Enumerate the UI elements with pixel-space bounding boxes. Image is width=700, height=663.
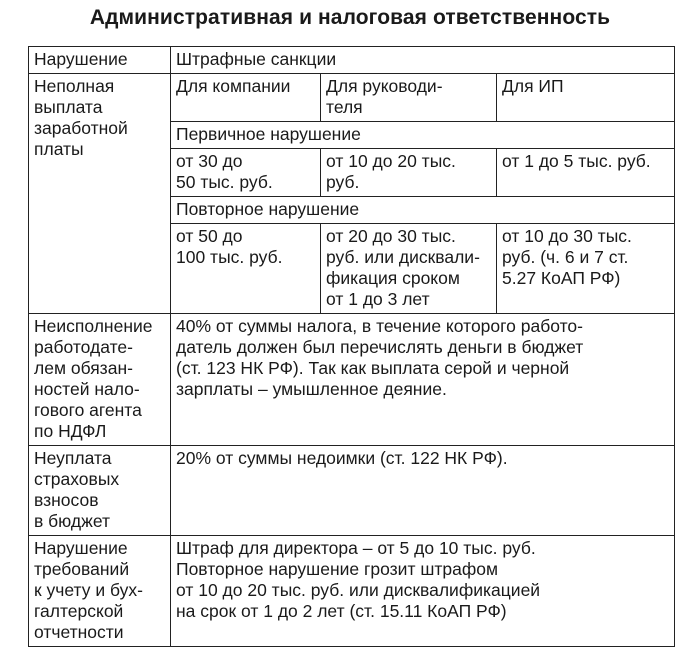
table-row <box>29 446 675 536</box>
violation-cell-insurance: Неуплата страховых взносов в бюджет <box>29 446 171 536</box>
table-row <box>29 74 675 122</box>
violation-cell-accounting: Нарушение требований к учету и бух- галтерской отчетности <box>29 536 171 647</box>
subheader-ip: Для ИП <box>497 74 675 122</box>
primary-company-fine: от 30 до 50 тыс. руб. <box>171 149 321 197</box>
primary-ip-fine: от 1 до 5 тыс. руб. <box>497 149 675 197</box>
page-title: Административная и налоговая ответственность <box>89 6 611 29</box>
repeat-violation-label: Повторное нарушение <box>171 197 675 224</box>
table-row <box>29 536 675 647</box>
repeat-manager-fine: от 20 до 30 тыс. руб. или дисквали- фикация сроком от 1 до 3 лет <box>321 224 497 314</box>
repeat-ip-fine: от 10 до 30 тыс. руб. (ч. 6 и 7 ст. 5.27 КоАП РФ) <box>497 224 675 314</box>
primary-manager-fine: от 10 до 20 тыс. руб. <box>321 149 497 197</box>
header-violation: Нарушение <box>29 47 171 74</box>
sanction-cell-insurance: 20% от суммы недоимки (ст. 122 НК РФ). <box>171 446 675 536</box>
subheader-manager: Для руководи- теля <box>321 74 497 122</box>
table-row <box>29 314 675 446</box>
violation-cell-wages: Неполная выплата заработной платы <box>29 74 171 314</box>
primary-violation-label: Первичное нарушение <box>171 122 675 149</box>
violation-cell-ndfl: Неисполнение работодате- лем обязан- ностей нало- гового агента по НДФЛ <box>29 314 171 446</box>
liability-table <box>28 46 675 647</box>
header-row <box>29 47 675 74</box>
subheader-company: Для компании <box>171 74 321 122</box>
sanction-cell-ndfl: 40% от суммы налога, в течение которого работо- датель должен был перечислять деньги в бюджет (ст. 123 НК РФ). Так как выплата серой и черной зарплаты – умышленное деяние. <box>171 314 675 446</box>
header-sanctions: Штрафные санкции <box>171 47 675 74</box>
sanction-cell-accounting: Штраф для директора – от 5 до 10 тыс. руб. Повторное нарушение грозит штрафом от 10 до 20 тыс. руб. или дисквалификацией на срок от 1 до 2 лет (ст. 15.11 КоАП РФ) <box>171 536 675 647</box>
repeat-company-fine: от 50 до 100 тыс. руб. <box>171 224 321 314</box>
